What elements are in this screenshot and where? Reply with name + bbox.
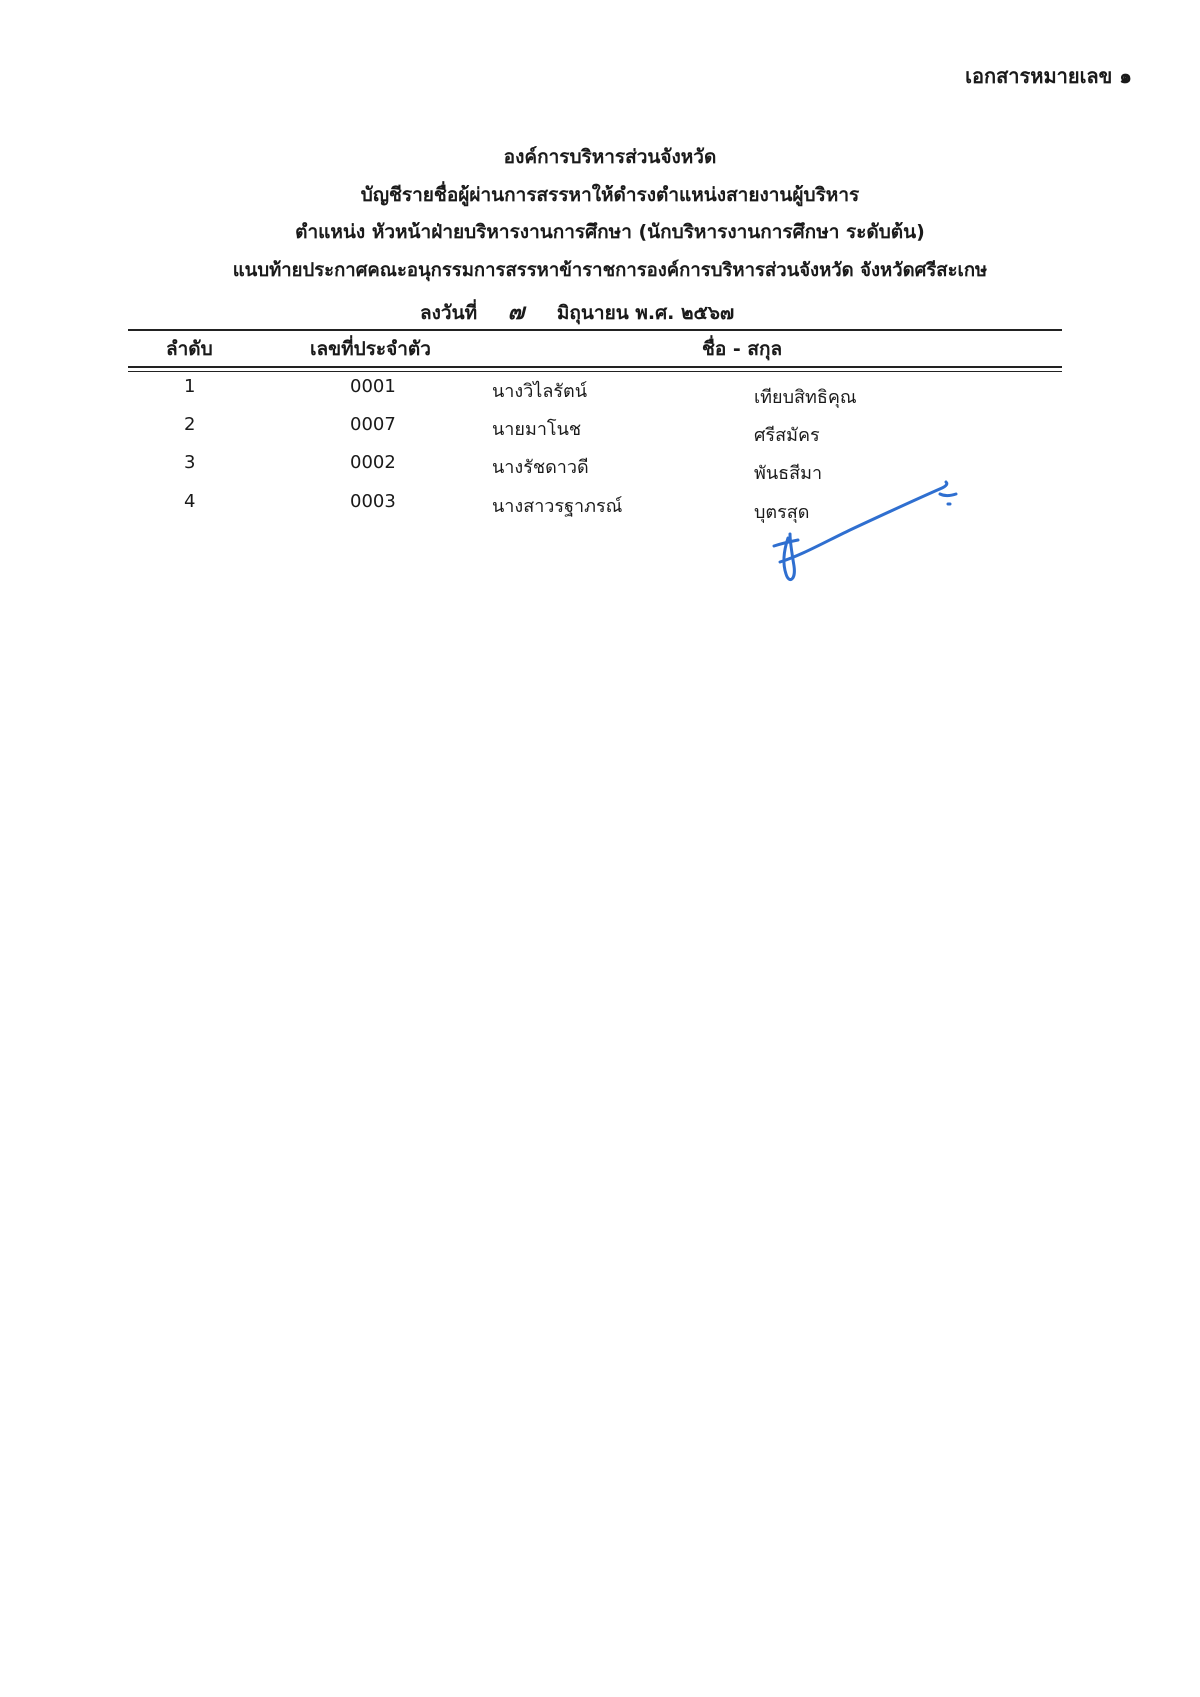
col-head-id: เลขที่ประจำตัว — [310, 338, 431, 360]
signature-stroke-tick — [940, 494, 956, 496]
cell-order: 3 — [184, 452, 196, 473]
header-position: ตำแหน่ง หัวหน้าฝ่ายบริหารงานการศึกษา (นักบริหารงานการศึกษา ระดับต้น) — [295, 221, 925, 243]
cell-id: 0001 — [350, 376, 396, 397]
cell-id: 0007 — [350, 414, 396, 435]
cell-first-name: นางวิไลรัตน์ — [492, 381, 588, 402]
date-month-year: มิถุนายน พ.ศ. ๒๕๖๗ — [556, 302, 735, 324]
cell-first-name: นางสาวรฐาภรณ์ — [492, 496, 623, 517]
cell-order: 1 — [184, 376, 196, 397]
cell-first-name: นายมาโนช — [492, 419, 582, 440]
cell-last-name: พันธสีมา — [754, 463, 823, 484]
cell-order: 2 — [184, 414, 196, 435]
header-list-title: บัญชีรายชื่อผู้ผ่านการสรรหาให้ดำรงตำแหน่งสายงานผู้บริหาร — [360, 184, 860, 206]
cell-last-name: เทียบสิทธิคุณ — [754, 387, 857, 408]
table-row — [0, 414, 1200, 450]
header-organization: องค์การบริหารส่วนจังหวัด — [503, 146, 717, 168]
signature — [770, 470, 970, 600]
date-label: ลงวันที่ — [420, 302, 478, 324]
col-head-order: ลำดับ — [166, 338, 213, 360]
table-row — [0, 376, 1200, 412]
cell-id: 0002 — [350, 452, 396, 473]
cell-last-name: ศรีสมัคร — [754, 425, 820, 446]
document-number: เอกสารหมายเลข ๑ — [965, 64, 1132, 88]
table-rule-double-1 — [128, 366, 1062, 368]
header-announcement: แนบท้ายประกาศคณะอนุกรรมการสรรหาข้าราชการองค์การบริหารส่วนจังหวัด จังหวัดศรีสะเกษ — [232, 260, 988, 281]
signature-stroke-main — [780, 482, 947, 562]
cell-last-name: บุตรสุด — [754, 502, 810, 523]
table-rule-double-2 — [128, 371, 1062, 372]
col-head-name: ชื่อ - สกุล — [702, 338, 783, 360]
cell-first-name: นางรัชดาวดี — [492, 457, 589, 478]
cell-id: 0003 — [350, 491, 396, 512]
date-day: ๗ — [507, 300, 525, 325]
table-row — [0, 491, 1200, 527]
date-line — [420, 294, 734, 329]
table-rule-top — [128, 329, 1062, 331]
table-row — [0, 452, 1200, 488]
cell-order: 4 — [184, 491, 196, 512]
